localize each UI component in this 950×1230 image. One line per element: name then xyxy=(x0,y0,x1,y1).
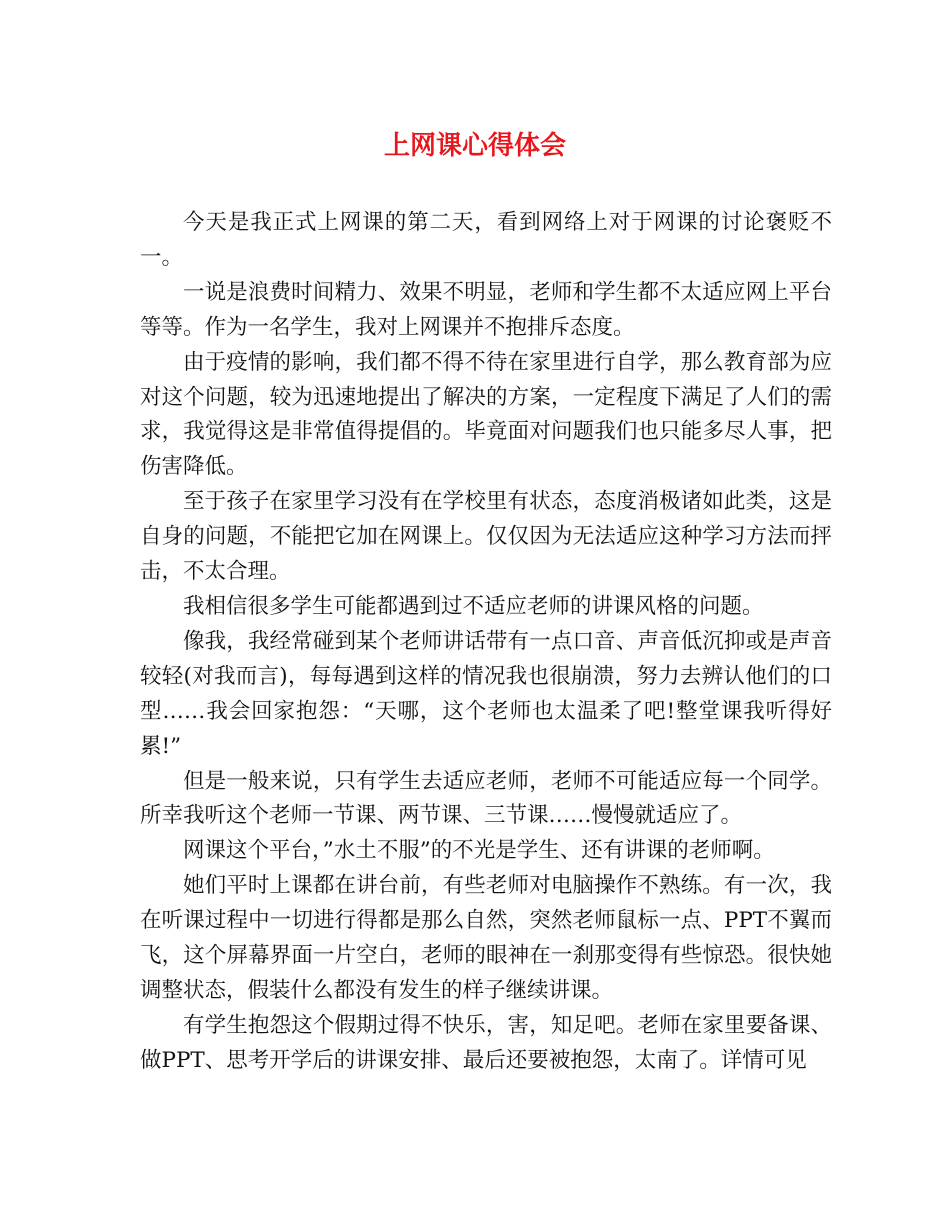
paragraph: 由于疫情的影响，我们都不得不待在家里进行自学，那么教育部为应对这个问题，较为迅速地提出了解决的方案，一定程度下满足了人们的需求，我觉得这是非常值得提倡的。毕竟面对问题我们也只能多尽人事，把伤害降低。 xyxy=(140,349,832,480)
paragraph: 至于孩子在家里学习没有在学校里有状态，态度消极诸如此类，这是自身的问题，不能把它加在网课上。仅仅因为无法适应这种学习方法而抨击，不太合理。 xyxy=(140,489,832,585)
document-title: 上网课心得体会 xyxy=(383,131,566,161)
document-body xyxy=(140,206,832,1079)
paragraph: 像我，我经常碰到某个老师讲话带有一点口音、声音低沉抑或是声音较轻(对我而言)，每每遇到这样的情况我也很崩溃，努力去辨认他们的口型……我会回家抱怨：“天哪，这个老师也太温柔了吧!整堂课我听得好累!” xyxy=(140,628,832,759)
paragraph: 一说是浪费时间精力、效果不明显，老师和学生都不太适应网上平台等等。作为一名学生，我对上网课并不抱排斥态度。 xyxy=(140,279,832,340)
paragraph: 但是一般来说，只有学生去适应老师，老师不可能适应每一个同学。所幸我听这个老师一节课、两节课、三节课……慢慢就适应了。 xyxy=(140,768,832,829)
paragraph: 网课这个平台，”水土不服”的不光是学生、还有讲课的老师啊。 xyxy=(183,838,775,864)
paragraph: 今天是我正式上网课的第二天，看到网络上对于网课的讨论褒贬不一。 xyxy=(140,210,832,270)
paragraph: 有学生抱怨这个假期过得不快乐，害，知足吧。老师在家里要备课、做PPT、思考开学后的讲课安排、最后还要被抱怨，太南了。详情可见 xyxy=(140,1012,832,1073)
paragraph: 她们平时上课都在讲台前，有些老师对电脑操作不熟练。有一次，我在听课过程中一切进行得都是那么自然，突然老师鼠标一点、PPT不翼而飞，这个屏幕界面一片空白，老师的眼神在一刹那变得有些惊恐。很快她调整状态，假装什么都没有发生的样子继续讲课。 xyxy=(140,873,832,1003)
paragraph: 我相信很多学生可能都遇到过不适应老师的讲课风格的问题。 xyxy=(183,593,764,619)
